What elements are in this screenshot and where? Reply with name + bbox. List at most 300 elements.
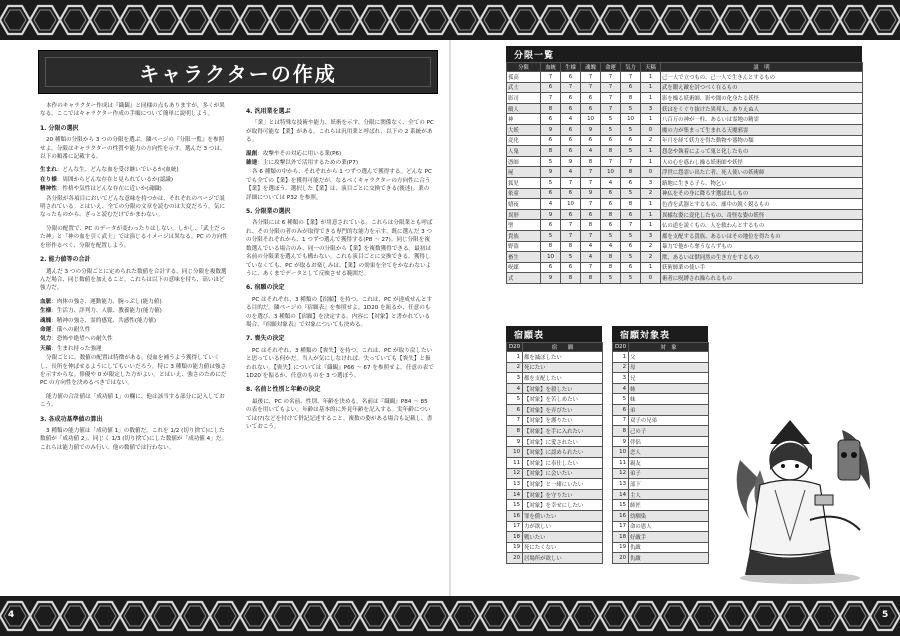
table-cell: 神仏をその身に降ろす選ばれしもの	[661, 188, 863, 199]
table-cell: 【対象】に会いたい	[523, 468, 603, 479]
table-cell: 7	[541, 72, 561, 83]
table-cell: 7	[561, 82, 581, 93]
column-header: 対 象	[629, 343, 709, 352]
table-cell: 6	[541, 135, 561, 146]
table-cell: 6	[621, 177, 641, 188]
shukugan-table	[506, 342, 603, 564]
table-cell: 7	[561, 220, 581, 231]
definition-text: ：恐怖や絶望への耐久性	[51, 336, 113, 343]
table-cell: 9	[541, 273, 561, 284]
table-row	[507, 188, 863, 199]
table-row	[507, 468, 603, 479]
title-banner	[38, 50, 438, 94]
table-cell: 8	[561, 241, 581, 252]
table-cell: 1	[613, 352, 629, 363]
section-heading: 2. 能力値等の合計	[40, 256, 91, 264]
definition-term: 生まれ	[40, 167, 57, 174]
table-row	[507, 373, 603, 384]
table-cell: 5	[601, 230, 621, 241]
table-cell: 6	[561, 72, 581, 83]
table-cell: 7	[581, 177, 601, 188]
table-cell: 魔の力が集まって生まれる天魔邪霊	[661, 124, 863, 135]
table-cell: 7	[621, 72, 641, 83]
table-cell: 死にたい	[523, 362, 603, 373]
table-cell: 5	[561, 252, 581, 263]
column-header: D20	[613, 343, 629, 352]
table-cell: 親友	[629, 457, 709, 468]
table-cell: 6	[561, 146, 581, 157]
table-cell: 7	[621, 156, 641, 167]
table-row	[507, 220, 863, 231]
table-cell: 7	[601, 156, 621, 167]
table-row	[507, 404, 603, 415]
table-cell: 1	[641, 82, 661, 93]
table-cell: 【対象】を弄びたい	[523, 404, 603, 415]
table-cell: 14	[507, 489, 523, 500]
body-paragraph: 「業」とは特殊な技術や能力、妖術を示す。分限に関係なく、全ての PC が取得可能な【業】がある。これらは汎用業と呼ばれ、以下の 2 系統がある。	[246, 120, 434, 144]
table-cell: 路地に生きる子ら、物乞い	[661, 177, 863, 188]
table-cell: 9	[581, 124, 601, 135]
table-cell: 6	[621, 82, 641, 93]
table-cell: 6	[621, 241, 641, 252]
table-cell: 己一人で立つもの、己一人で生きんとするもの	[661, 72, 863, 83]
table-cell: 17	[507, 521, 523, 532]
table-cell: 4	[613, 383, 629, 394]
table-row	[613, 415, 709, 426]
definition-text: ：性格や気性はどんな存在に近いか(魂職)	[56, 186, 162, 193]
body-paragraph: 3 種類の能力値は「成功値 1」の数値だ。これを 1/2 (切り捨て)にした数値が「成功値 2」、同じく 1/3 (切り捨て)にした数値が「成功値 4」だ。これらは能力値でのみ行い、他の数値では行わない。	[40, 428, 228, 451]
table-cell: 1	[641, 146, 661, 157]
table-cell: 16	[613, 510, 629, 521]
table-cell: 12	[507, 468, 523, 479]
taisho-table	[612, 342, 709, 564]
table-cell: 武を鍛え敵を討つべく在るもの	[661, 82, 863, 93]
table-cell: 妹	[629, 394, 709, 405]
table-cell: 2	[641, 135, 661, 146]
table-cell: 10	[601, 167, 621, 178]
definition-line	[40, 176, 228, 184]
table-cell: 2	[507, 362, 523, 373]
shukugan-table-title: 宿願表	[506, 326, 602, 342]
table-cell: 8	[507, 426, 523, 437]
table-cell: 8	[541, 241, 561, 252]
table-cell: 仏の道を説くもの、人を救わんとするもの	[661, 220, 863, 231]
table-cell: 幼馴染	[629, 510, 709, 521]
table-cell: 18	[507, 532, 523, 543]
table-cell: 3	[641, 230, 661, 241]
table-cell: 依童	[507, 188, 541, 199]
table-cell: 20	[507, 553, 523, 564]
table-cell: 0	[641, 273, 661, 284]
column-header: 命運	[601, 63, 621, 72]
table-cell: 双子の兄弟	[629, 415, 709, 426]
table-cell: 5	[621, 124, 641, 135]
table-cell: 5	[601, 273, 621, 284]
definition-line	[40, 335, 228, 343]
table-row	[613, 352, 709, 363]
table-cell: 7	[601, 103, 621, 114]
table-cell: 7	[581, 199, 601, 210]
column-header: 気力	[621, 63, 641, 72]
table-cell: 12	[613, 468, 629, 479]
table-cell: 8	[541, 146, 561, 157]
table-cell: 母	[629, 362, 709, 373]
body-paragraph: PC はそれぞれ、3 種類の【宿願】を持つ。これは、PC が達成せんとする目的だ。隣ページの『宿願表』を参照せよ。1D20 を振るか、任意のものを選び、3 種類の【宿願】を決定する。内容に【対象】と書かれている場合、『宿願対象表』で対象についても決める。	[246, 296, 433, 328]
table-cell: 都を支配したい	[523, 373, 603, 384]
table-cell: 6	[581, 93, 601, 104]
table-cell: 5	[541, 156, 561, 167]
table-cell: 獣、あるいは獣同然の生き方をするもの	[661, 252, 863, 263]
table-cell: 【対象】に認められたい	[523, 447, 603, 458]
table-cell: 6	[581, 209, 601, 220]
definition-text: ：精神の強さ、霊的感覚、共感性(能力値)	[51, 317, 157, 324]
table-cell: 7	[581, 82, 601, 93]
column-header: 生様	[561, 63, 581, 72]
bottom-decor-band	[0, 596, 900, 636]
table-cell: 9	[541, 209, 561, 220]
table-cell: 人鬼	[507, 146, 541, 157]
table-cell: 【対象】に愛されたい	[523, 436, 603, 447]
table-cell: 13	[613, 479, 629, 490]
table-cell: 6	[541, 262, 561, 273]
table-cell: 3	[641, 103, 661, 114]
table-cell: 7	[601, 82, 621, 93]
table-cell: 8	[621, 167, 641, 178]
table-row	[613, 510, 709, 521]
table-cell: 師匠	[629, 500, 709, 511]
table-row	[507, 500, 603, 511]
table-cell: 10	[541, 252, 561, 263]
body-paragraph: 各分限には 6 種類の【業】が用意されている。これらは分限業とも呼ばれ、その分限の者のみが取得できる専門的な能力を示す。既に選んだ 3 つの分限それぞれから、1 つずつ選んで獲得する(P8 〜 27)。同じ分限を複数選んでいる場合のみ、同一の分限から【業】を複数獲得できる。最初は名前の分限業を選んでも構わない。これも演目ごとに交換できる。獲得していなくても、PC が取るお楽しみは、【業】の効果を全てをかなわないように、あくまでデータとして反映させる範囲だ。	[246, 220, 433, 277]
table-cell: 屍	[507, 167, 541, 178]
table-row	[507, 167, 863, 178]
table-cell: 【対象】を守りたい	[523, 489, 603, 500]
table-cell: 1	[507, 352, 523, 363]
table-cell: 式	[507, 273, 541, 284]
table-cell: 8	[561, 273, 581, 284]
table-cell: 6	[541, 82, 561, 93]
table-cell: 主人	[629, 489, 709, 500]
table-cell: 変化	[507, 135, 541, 146]
table-cell: 憑師	[507, 156, 541, 167]
table-cell: 貴族	[507, 230, 541, 241]
table-cell: 都を滅ぼしたい	[523, 352, 603, 363]
table-cell: 1	[641, 156, 661, 167]
table-cell: 【対象】を苦しめたい	[523, 394, 603, 405]
table-cell: 八百万の神が一柱、あるいは霊地の精霊	[661, 114, 863, 125]
table-cell: 6	[541, 220, 561, 231]
table-cell: 6	[561, 124, 581, 135]
table-cell: 4	[601, 177, 621, 188]
table-row	[613, 404, 709, 415]
table-cell: 浮世に怨霊い出た亡者、死人使いの妖術師	[661, 167, 863, 178]
table-row	[507, 510, 603, 521]
table-row	[507, 436, 603, 447]
table-cell: 人の心を惑わし操る妖術師や妖怪	[661, 156, 863, 167]
table-cell: 6	[541, 188, 561, 199]
table-cell: 9	[561, 156, 581, 167]
top-decor-band	[0, 0, 900, 40]
table-cell: 8	[621, 93, 641, 104]
table-cell: 畜生	[507, 252, 541, 263]
column-header: 説 明	[661, 63, 863, 72]
table-cell: 6	[581, 103, 601, 114]
table-row	[613, 542, 709, 553]
table-cell: 4	[581, 252, 601, 263]
definition-term: 気力	[40, 336, 52, 343]
table-cell: 1	[641, 220, 661, 231]
definition-term: 生様	[40, 308, 52, 315]
table-row	[507, 199, 863, 210]
taisho-table-title: 宿願対象表	[612, 326, 708, 342]
table-cell: 鵺人	[507, 103, 541, 114]
table-cell: 部下	[629, 479, 709, 490]
body-paragraph: 能力値の合計値は「成功値 1」の欄に、他は該当する部分に記入しておこう。	[40, 393, 225, 409]
table-row	[613, 373, 709, 384]
table-row	[507, 156, 863, 167]
table-cell: 2	[641, 241, 661, 252]
table-cell: 6	[561, 103, 581, 114]
table-cell: 6	[561, 188, 581, 199]
column-header: 天稿	[641, 63, 661, 72]
table-cell: 4	[581, 241, 601, 252]
table-cell: 6	[601, 135, 621, 146]
table-cell: 15	[613, 500, 629, 511]
definition-line	[40, 326, 228, 334]
table-cell: 0	[641, 167, 661, 178]
table-row	[613, 436, 709, 447]
table-row	[613, 457, 709, 468]
table-cell: 9	[541, 124, 561, 135]
table-row	[507, 479, 603, 490]
definition-term: 精神性	[40, 186, 57, 193]
table-cell: 13	[507, 479, 523, 490]
table-cell: 5	[601, 114, 621, 125]
table-cell: 力が欲しい	[523, 521, 603, 532]
section-heading: 3. 各成功基準値の算出	[40, 415, 103, 423]
definition-text: ：儀への耐久性	[51, 326, 91, 333]
page-title: キャラクターの作成	[139, 61, 337, 86]
table-row	[613, 468, 709, 479]
section-heading: 5. 分限業の選択	[246, 208, 291, 216]
table-cell: 異形	[507, 209, 541, 220]
table-cell: 仇敵	[629, 553, 709, 564]
table-cell: 8	[601, 209, 621, 220]
table-cell: 8	[581, 220, 601, 231]
definition-term: 血脈	[40, 298, 52, 305]
table-row	[507, 352, 603, 363]
table-cell: 11	[507, 457, 523, 468]
table-cell: 2	[641, 188, 661, 199]
table-cell: 姉	[629, 383, 709, 394]
table-cell: 18	[613, 532, 629, 543]
table-cell: 10	[613, 447, 629, 458]
table-row	[507, 262, 863, 273]
table-cell: 色香を武器とするもの、廓中の鋭く鋭るもの	[661, 199, 863, 210]
table-cell: 5	[621, 230, 641, 241]
table-cell: 6	[613, 404, 629, 415]
table-cell: 8	[581, 156, 601, 167]
table-cell: 恋人	[629, 447, 709, 458]
table-cell: 5	[613, 394, 629, 405]
table-cell: 20	[613, 553, 629, 564]
table-cell: 8	[601, 252, 621, 263]
table-cell: 7	[507, 415, 523, 426]
table-row	[507, 447, 603, 458]
table-cell: 8	[621, 199, 641, 210]
definition-term: 天稿	[40, 345, 52, 352]
table-row	[507, 177, 863, 188]
body-paragraph: PC はそれぞれ、3 種類の【喪失】を持つ。これは、PC が取り戻したいと思っている何かだ。当人が気にしなければ、失っていても【喪失】と扱われない。【喪失】については『織観』P66 〜 67 を参照せよ。任意の表で 1D20 を振るか、任意のものを 3 つ選ぼう。	[246, 347, 434, 379]
table-row	[507, 521, 603, 532]
table-cell: 妖はをくぐり抜けた異邦人、ありえぬ人	[661, 103, 863, 114]
table-row	[507, 457, 603, 468]
table-cell: 父	[629, 352, 709, 363]
section-heading: 4. 汎用業を選ぶ	[246, 108, 291, 115]
hexagon-pattern-icon	[0, 0, 900, 40]
table-row	[613, 447, 709, 458]
table-cell: 5	[621, 103, 641, 114]
table-cell: 7	[561, 177, 581, 188]
table-cell: 9	[541, 167, 561, 178]
table-row	[507, 135, 863, 146]
table-row	[507, 124, 863, 135]
table-row	[613, 553, 709, 564]
table-cell: 7	[581, 262, 601, 273]
table-cell: 6	[561, 262, 581, 273]
table-cell: 6	[507, 404, 523, 415]
table-cell: 術者に呪縛され操られるもの	[661, 273, 863, 284]
table-cell: 7	[621, 220, 641, 231]
table-cell: 7	[601, 72, 621, 83]
table-cell: 武士	[507, 82, 541, 93]
definition-term: 魂魄	[40, 317, 52, 324]
table-cell: 兄	[629, 373, 709, 384]
table-row	[613, 383, 709, 394]
definition-line	[40, 307, 228, 315]
table-cell: 影を操る妖術師、影や闇の化身たる妖怪	[661, 93, 863, 104]
table-cell: 嬉夜	[507, 199, 541, 210]
table-row	[507, 93, 863, 104]
table-cell: 伴侶	[629, 436, 709, 447]
table-cell: 7	[581, 72, 601, 83]
table-cell: 1	[641, 262, 661, 273]
table-cell: 死にたくない	[523, 542, 603, 553]
table-cell: 10	[581, 114, 601, 125]
table-row	[613, 394, 709, 405]
table-cell: 【対象】と一緒にいたい	[523, 479, 603, 490]
table-cell: 7	[561, 230, 581, 241]
table-cell: 8	[601, 146, 621, 157]
text-column-1	[40, 102, 228, 457]
table-cell: 居場所が欲しい	[523, 553, 603, 564]
table-cell: 2	[641, 252, 661, 263]
table-row	[613, 479, 709, 490]
table-cell: 8	[581, 273, 601, 284]
body-paragraph: 本作のキャラクター作成は『織観』と同様の点もありますが、多くが異なる。ここではキャラクター作成の手順について簡単に説明しよう。	[40, 103, 225, 118]
table-cell: 19	[507, 542, 523, 553]
body-paragraph: 選んだ 3 つの分限ごとに定められた数値を合計する。同じ分限を複数選んだ場合、同じ数値を加えること。これらは以下の意味を持ち、高いほど強力だ。	[40, 268, 227, 292]
table-cell: 9	[507, 436, 523, 447]
left-page	[34, 46, 444, 592]
definition-line	[246, 159, 434, 167]
table-cell: 8	[613, 426, 629, 437]
definition-text: ：主に攻撃以外で活用するための業(P7)	[257, 160, 359, 167]
table-row	[507, 114, 863, 125]
table-cell: 大妖	[507, 124, 541, 135]
table-cell: 己の子	[629, 426, 709, 437]
table-cell: 6	[541, 114, 561, 125]
definition-text: ：周囲からどんな存在と見られているか(認識)	[56, 176, 174, 183]
bunkan-table	[506, 62, 863, 284]
table-cell: 7	[541, 93, 561, 104]
table-cell: 9	[581, 188, 601, 199]
table-row	[613, 426, 709, 437]
section-heading: 7. 喪失の決定	[246, 335, 285, 343]
definition-text: ：生活力、評判力、人脈、教養能力(能力値)	[51, 308, 162, 315]
table-cell: 3	[641, 177, 661, 188]
column-header: 宿 願	[523, 343, 603, 352]
table-row	[507, 230, 863, 241]
table-cell: 5	[621, 188, 641, 199]
table-cell: 19	[613, 542, 629, 553]
definition-text: ：肉体の強さ、運動能力、腕っぷし(能力値)	[51, 298, 162, 305]
definition-term: 雑達	[246, 160, 258, 167]
definition-line	[40, 317, 228, 325]
table-cell: 暴力で他から奪うならずもの	[661, 241, 863, 252]
table-cell: 17	[613, 521, 629, 532]
table-cell: 9	[613, 436, 629, 447]
table-cell: 6	[621, 262, 641, 273]
table-cell: 【対象】を手に入れたい	[523, 426, 603, 437]
table-cell: 6	[601, 199, 621, 210]
table-cell: 7	[601, 93, 621, 104]
table-row	[507, 252, 863, 263]
table-cell: 15	[507, 500, 523, 511]
table-cell: 10	[507, 447, 523, 458]
table-cell: 都を支配する貴族、あるいはその地位を得たもの	[661, 230, 863, 241]
table-cell: 1	[641, 72, 661, 83]
table-cell: 6	[561, 209, 581, 220]
table-cell: 弟子	[629, 468, 709, 479]
table-cell: 4	[601, 241, 621, 252]
table-cell: 1	[641, 199, 661, 210]
table-cell: 5	[621, 252, 641, 263]
section-heading: 1. 分限の選択	[40, 124, 79, 132]
definition-text: ：どんな生、どんな血を受け継いでいるか(血統)	[56, 167, 179, 174]
body-paragraph: 最後に、PC の名前、性別、年齢を決める。名前は『織観』P84 〜 85 の表を用いてもよい。年齢は基本的に外見年齢を記入する。実年齢については(?)などを付けて併記記述すること。複数の姿がある場合も記載し、書いておこう。	[246, 398, 433, 430]
table-cell: 神	[507, 114, 541, 125]
table-cell: 8	[601, 262, 621, 273]
section-heading: 6. 宿願の決定	[246, 284, 285, 292]
table-cell: 5	[507, 394, 523, 405]
table-cell: 4	[561, 114, 581, 125]
table-row	[507, 209, 863, 220]
table-row	[507, 273, 863, 284]
table-row	[507, 362, 603, 373]
definition-term: 温創	[246, 150, 258, 157]
table-row	[507, 103, 863, 114]
table-cell: 仇敵	[629, 542, 709, 553]
table-cell: 【対象】を幸せにしたい	[523, 500, 603, 511]
table-cell: 野盗	[507, 241, 541, 252]
table-cell: 【対象】に奉仕したい	[523, 457, 603, 468]
table-row	[507, 383, 603, 394]
body-paragraph: 20 種類の分限から 3 つの分限を選ぶ。隣ページの『分限一覧』を参照せよ。分限はキャラクターの性質や能力の方向性を示す。選んだ 3 つは、以下の順番に記載する。	[40, 137, 226, 161]
hexagon-pattern-icon	[0, 596, 900, 636]
table-cell: 妖術師業の使い手	[661, 262, 863, 273]
definition-line	[40, 185, 228, 193]
